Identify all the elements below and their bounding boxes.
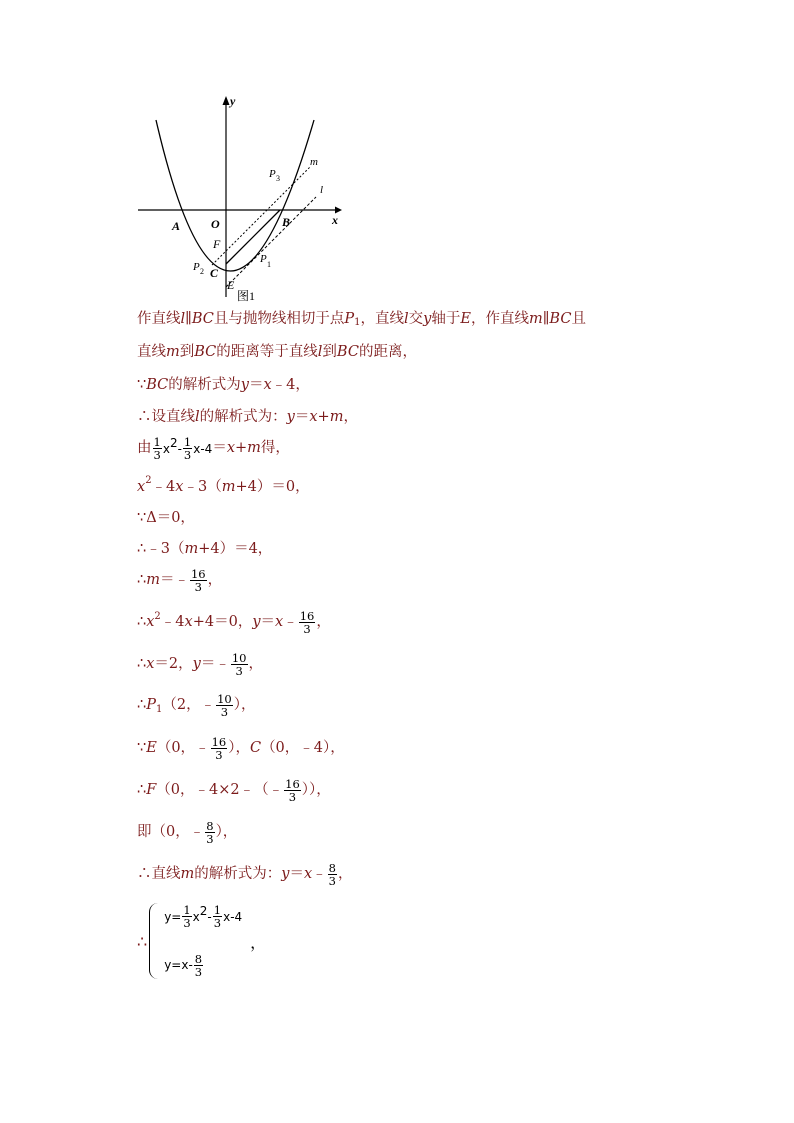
label-p2-sub: 2 (200, 267, 204, 276)
text-line-9: ∴ m ＝﹣ $\frac{16}{3}$ ， (137, 567, 223, 595)
label-c: C (210, 266, 219, 280)
label-x: x (332, 213, 338, 227)
text-line-15: 即（0，﹣ $\frac{8}{3}$ ）， (137, 819, 238, 847)
label-b: B (282, 215, 291, 229)
label-f: F (213, 237, 221, 251)
text-line-7: ∵Δ＝0， (137, 510, 195, 526)
text-line-13: ∵ E （0，﹣ $\frac{16}{3}$ ）， C （0，﹣4）， (137, 735, 345, 763)
label-l: l (320, 184, 324, 196)
therefore-symbol: ∴ (137, 931, 148, 951)
left-brace (149, 903, 160, 979)
label-p2: P (193, 261, 200, 273)
text-line-5: 由 $\frac{1}{3}$ x 2 - $\frac{1}{3}$ x-4 ＝ x + m 得， (137, 435, 290, 463)
label-p1-sub: 1 (267, 260, 271, 269)
segment-bc (226, 210, 280, 264)
parabola-figure (130, 92, 350, 304)
text-line-3: ∵ BC 的解析式为 y ＝ x ﹣4， (137, 377, 310, 393)
label-p1: P (260, 253, 267, 265)
label-p3-sub: 3 (276, 174, 280, 183)
label-m: m (310, 156, 318, 168)
text-line-4: ∴设直线 l 的解析式为： y ＝ x + m ， (137, 409, 358, 425)
parabola-curve (156, 120, 314, 271)
text-line-11: ∴ x ＝2， y ＝﹣ $\frac{10}{3}$ ， (137, 651, 263, 679)
system-equation-2: y=x- $\frac{8}{3}$ (164, 951, 203, 979)
text-line-10: ∴ x 2 ﹣4 x +4＝0， y ＝ x ﹣ $\frac{16}{3}$ ， (137, 609, 331, 637)
label-a: A (172, 219, 181, 233)
label-e: E (227, 278, 235, 292)
text-line-2: 直线 m 到 BC 的距离等于直线 l 到 BC 的距离， (137, 344, 417, 360)
label-o: O (211, 217, 220, 231)
label-p3: P (269, 168, 276, 180)
text-line-1: 作直线 l ∥ BC 且与抛物线相切于点 P 1 ，直线 l 交 y 轴于 E ，作直线 m ∥ BC 且 (137, 311, 586, 329)
text-line-6: x 2 ﹣4 x ﹣3（ m +4）＝0， (137, 475, 310, 495)
text-line-14: ∴ F （0，﹣4×2﹣（﹣ $\frac{16}{3}$ ））， (137, 777, 331, 805)
system-equation-1: y= $\frac{1}{3}$ x 2 - $\frac{1}{3}$ x-4 (164, 903, 243, 931)
y-axis-arrow (223, 96, 230, 105)
system-tail-comma: ， (250, 932, 267, 952)
equation-system (137, 900, 266, 982)
text-line-8: ∴﹣3（ m +4）＝4， (137, 541, 273, 557)
figure-caption: 图1 (237, 289, 256, 303)
label-y: y (230, 94, 236, 108)
text-line-16: ∴直线 m 的解析式为： y ＝ x ﹣ $\frac{8}{3}$ ， (137, 861, 353, 889)
text-line-12: ∴ P 1 （2，﹣ $\frac{10}{3}$ ）， (137, 692, 256, 720)
